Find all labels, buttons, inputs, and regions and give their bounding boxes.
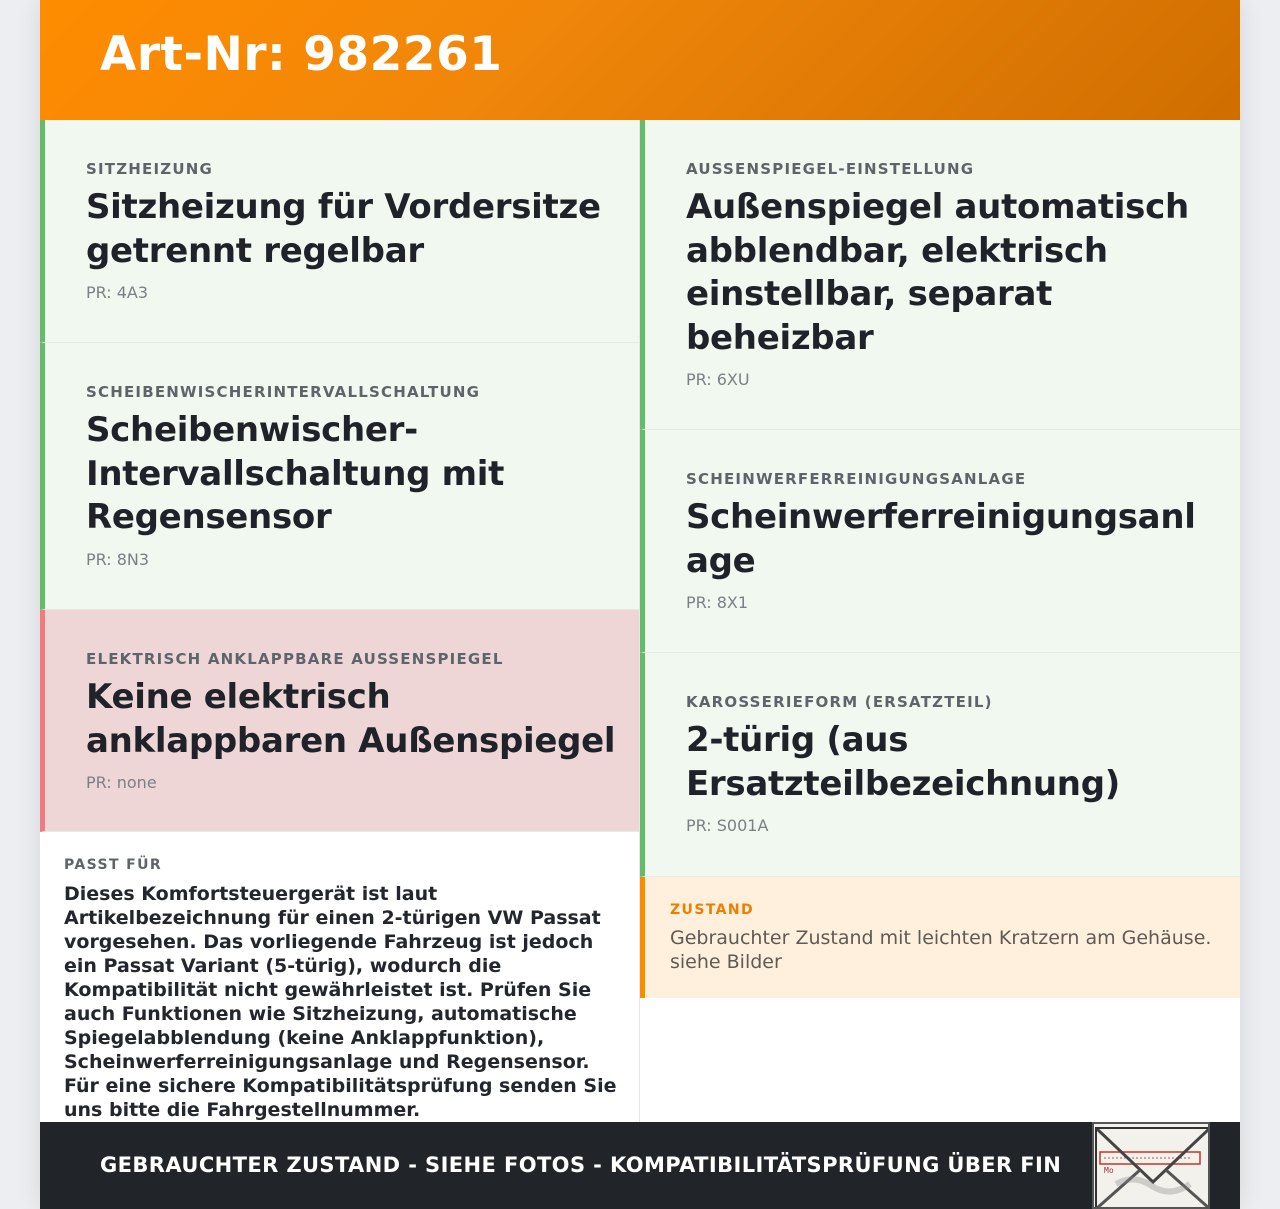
header-banner	[40, 0, 1240, 120]
feature-category: KAROSSERIEFORM (ERSATZTEIL)	[686, 693, 993, 711]
feature-pr-code: PR: 4A3	[86, 283, 149, 302]
compatibility-text: Dieses Komfortsteuergerät ist laut Artikelbezeichnung für einen 2-türigen VW Passat vorgesehen. Das vorliegende Fahrzeug ist jedoch ein Passat Variant (5-türig), wodurch die Kompatibilität nicht gewährleistet ist. Prüfen Sie auch Funktionen wie Sitzheizung, automatische Spiegelabblendung (keine Anklappfunktion), Scheinwerferreinigungsanlage und Regensensor. Für eine sichere Kompatibilitätsprüfung senden Sie uns bitte die Fahrgestellnummer.	[64, 883, 617, 1121]
feature-category: AUSSENSPIEGEL-EINSTELLUNG	[686, 160, 975, 178]
condition-text: Gebrauchter Zustand mit leichten Kratzern am Gehäuse. siehe Bilder	[670, 927, 1212, 973]
feature-title: Sitzheizung für Vordersitze getrennt regelbar	[86, 187, 601, 271]
feature-card-anklappbare-spiegel	[40, 610, 640, 832]
feature-category: ELEKTRISCH ANKLAPPBARE AUSSENSPIEGEL	[86, 650, 504, 668]
product-photo-thumbnail[interactable]	[1092, 1122, 1210, 1209]
feature-title: Scheibenwischer-Intervallschaltung mit Regensensor	[86, 410, 505, 537]
feature-pr-code: PR: none	[86, 773, 157, 792]
envelope-photo-icon	[1094, 1124, 1210, 1209]
feature-category: SITZHEIZUNG	[86, 160, 213, 178]
footer-slogan: GEBRAUCHTER ZUSTAND - SIEHE FOTOS - KOMPATIBILITÄTSPRÜFUNG ÜBER FIN	[100, 1153, 1062, 1177]
feature-title: Keine elektrisch anklappbaren Außenspiegel	[86, 677, 616, 761]
feature-pr-code: PR: 8N3	[86, 550, 150, 569]
feature-card-scheinwerferreinigung	[640, 430, 1240, 653]
feature-card-karosserieform	[640, 653, 1240, 877]
thumbnail-caption: Mo	[1104, 1166, 1114, 1175]
feature-pr-code: PR: S001A	[686, 816, 769, 835]
feature-pr-code: PR: 6XU	[686, 370, 750, 389]
feature-card-scheibenwischer	[40, 343, 640, 610]
article-number-title: Art-Nr: 982261	[100, 27, 503, 82]
feature-category: SCHEINWERFERREINIGUNGSANLAGE	[686, 470, 1027, 488]
feature-card-aussenspiegel-einstellung	[640, 120, 1240, 430]
condition-section	[640, 877, 1240, 998]
feature-title: 2-türig (aus Ersatzteilbezeichnung)	[686, 720, 1120, 804]
compatibility-label: PASST FÜR	[64, 857, 163, 873]
feature-card-sitzheizung	[40, 120, 640, 343]
feature-title: Scheinwerferreinigungsanlage	[686, 497, 1196, 581]
article-sheet	[40, 0, 1240, 1209]
feature-pr-code: PR: 8X1	[686, 593, 749, 612]
feature-category: SCHEIBENWISCHERINTERVALLSCHALTUNG	[86, 383, 481, 401]
condition-label: ZUSTAND	[670, 902, 755, 918]
compatibility-section	[40, 832, 640, 1122]
footer-bar	[40, 1122, 1240, 1209]
feature-title: Außenspiegel automatisch abblendbar, elektrisch einstellbar, separat beheizbar	[686, 187, 1189, 358]
